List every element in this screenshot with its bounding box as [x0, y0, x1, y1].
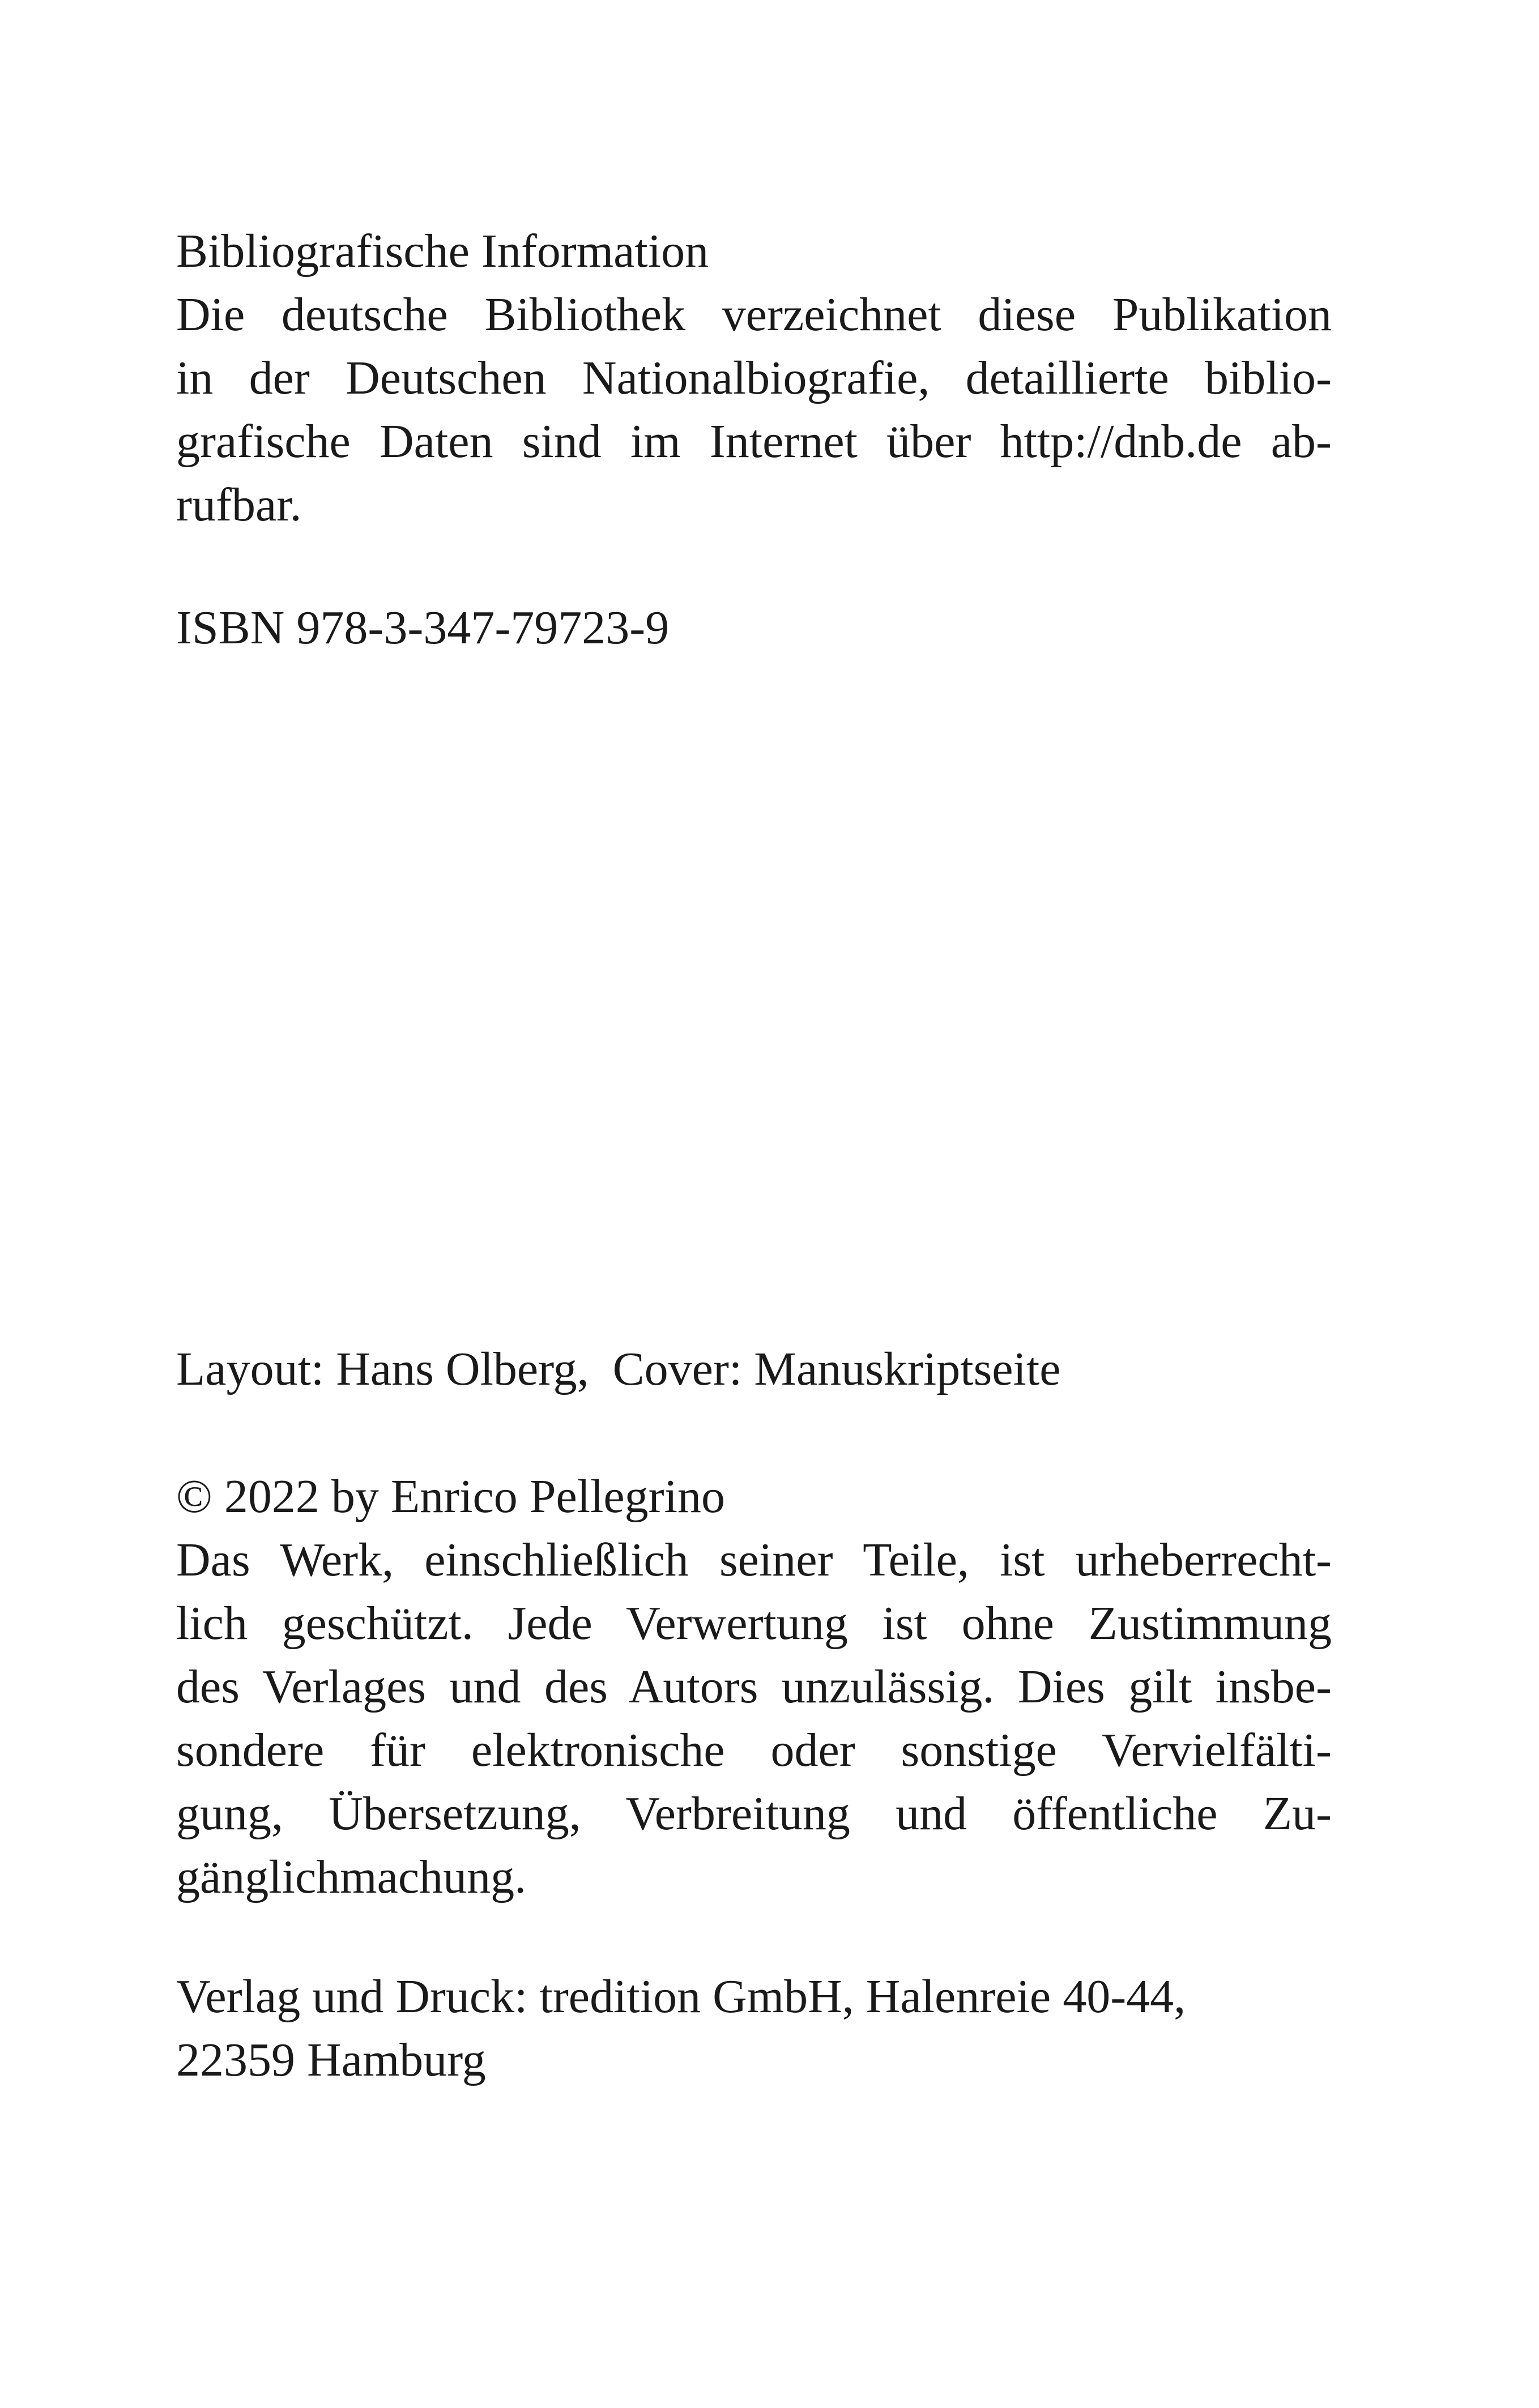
- copyright-holder: © 2022 by Enrico Pellegrino: [176, 1470, 725, 1523]
- copyright-line: gung, Übersetzung, Verbreitung und öffentliche Zu-: [176, 1787, 1332, 1840]
- publisher-line: Verlag und Druck: tredition GmbH, Halenreie 40-44,: [176, 1970, 1186, 2023]
- layout-cover-credits: Layout: Hans Olberg, Cover: Manuskriptseite: [176, 1343, 1061, 1395]
- bibliographic-line: rufbar.: [176, 479, 302, 531]
- copyright-line: des Verlages und des Autors unzulässig. Dies gilt insbe-: [176, 1660, 1332, 1713]
- copyright-line: sondere für elektronische oder sonstige Vervielfälti-: [176, 1724, 1332, 1777]
- copyright-line: gänglichmachung.: [176, 1851, 527, 1903]
- publisher-address: [176, 1965, 1332, 2092]
- bibliographic-information: [176, 220, 1332, 537]
- credits-block: [176, 1338, 1332, 1401]
- publisher-city: 22359 Hamburg: [176, 2034, 486, 2086]
- bibliographic-line: Die deutsche Bibliothek verzeichnet diese Publikation: [176, 288, 1332, 341]
- bibliographic-line: in der Deutschen Nationalbiografie, detaillierte biblio-: [176, 352, 1332, 404]
- copyright-line: Das Werk, einschließlich seiner Teile, ist urheberrecht-: [176, 1534, 1332, 1586]
- isbn-block: [176, 596, 1332, 660]
- copyright-notice: [176, 1465, 1332, 1909]
- bibliographic-line: grafische Daten sind im Internet über http://dnb.de ab-: [176, 415, 1332, 468]
- bibliographic-heading: Bibliografische Information: [176, 225, 709, 277]
- isbn-number: ISBN 978-3-347-79723-9: [176, 601, 670, 654]
- copyright-line: lich geschützt. Jede Verwertung ist ohne Zustimmung: [176, 1597, 1332, 1650]
